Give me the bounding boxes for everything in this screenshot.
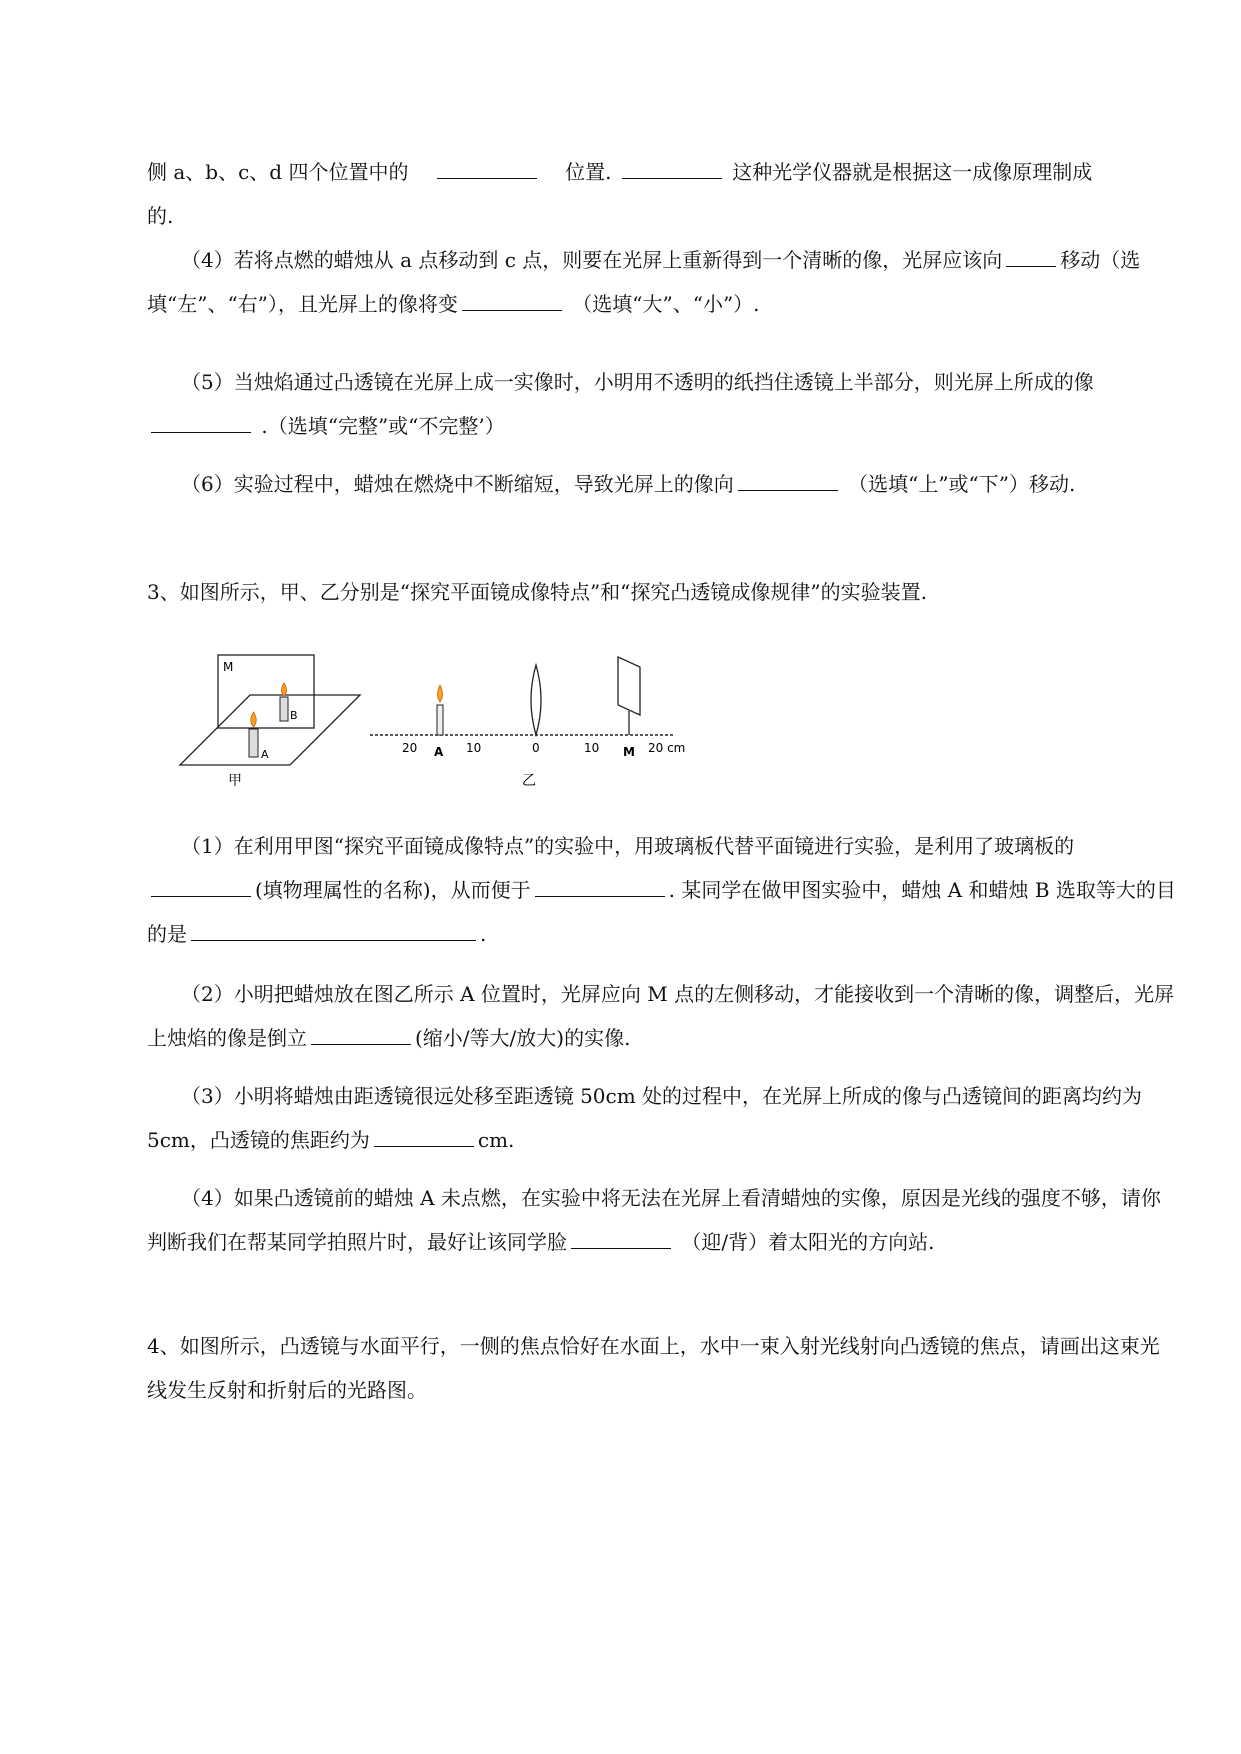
answer-blank[interactable]	[437, 156, 537, 179]
table-plane	[180, 695, 360, 765]
experiment-diagram	[170, 645, 730, 795]
figure-jia	[180, 655, 360, 789]
caption-yi: 乙	[522, 773, 536, 789]
candle-a	[249, 729, 258, 757]
tick-m: M	[623, 745, 635, 759]
text: 的.	[147, 204, 174, 228]
q3-figure	[170, 645, 730, 795]
q2-part6	[147, 462, 1177, 506]
q3-title: 3、如图所示，甲、乙分别是“探究平面镜成像特点”和“探究凸透镜成像规律”的实验装置.	[147, 580, 927, 604]
text: cm.	[477, 1128, 515, 1152]
label-m: M	[223, 660, 234, 674]
text: （5）当烛焰通过凸透镜在光屏上成一实像时，小明用不透明的纸挡住透镜上半部分，则光屏上所成的像	[181, 370, 1094, 394]
text: （4）若将点燃的蜡烛从 a 点移动到 c 点，则要在光屏上重新得到一个清晰的像，光屏应该向	[181, 248, 1003, 272]
q3-part3	[147, 1074, 1177, 1162]
q4-text: 4、如图所示，凸透镜与水面平行，一侧的焦点恰好在水面上，水中一束入射光线射向凸透镜的焦点，请画出这束光线发生反射和折射后的光路图。	[147, 1334, 1160, 1402]
q2-part3-continuation	[147, 150, 1177, 238]
text: .	[480, 922, 487, 946]
text: 这种光学仪器就是根据这一成像原理制成	[732, 160, 1093, 184]
q3-part1	[147, 824, 1177, 956]
text: （3）小明将蜡烛由距透镜很远处移至距透镜 50cm 处的过程中，在光屏上所成的像与凸透镜间的距离均约为 5cm，凸透镜的焦距约为	[147, 1084, 1143, 1152]
text: （选填“大”、“小”）.	[572, 292, 760, 316]
answer-blank[interactable]	[374, 1124, 474, 1147]
text: .（选填“完整”或“不完整’）	[261, 414, 505, 438]
caption-jia: 甲	[228, 773, 242, 789]
label-a: A	[261, 748, 269, 761]
q3-part4	[147, 1176, 1177, 1264]
answer-blank[interactable]	[1006, 244, 1056, 267]
flame-a-icon	[251, 712, 257, 727]
answer-blank[interactable]	[191, 918, 476, 941]
candle	[437, 705, 443, 735]
answer-blank[interactable]	[311, 1022, 411, 1045]
flame-b-icon	[282, 683, 287, 696]
text: （4）如果凸透镜前的蜡烛 A 未点燃，在实验中将无法在光屏上看清蜡烛的实像，原因是光线的强度不够，请你判断我们在帮某同学拍照片时，最好让该同学脸	[147, 1186, 1161, 1254]
answer-blank[interactable]	[151, 874, 251, 897]
tick-a: A	[434, 745, 444, 759]
text: . 某同学在做甲图实验中，蜡烛 A 和蜡烛 B 选取等大的目的是	[147, 878, 1176, 946]
text: （2）小明把蜡烛放在图乙所示 A 位置时，光屏应向 M 点的左侧移动，才能接收到一个清晰的像，调整后，光屏上烛焰的像是倒立	[147, 982, 1175, 1050]
answer-blank[interactable]	[151, 410, 251, 433]
convex-lens	[531, 665, 541, 735]
answer-blank[interactable]	[571, 1226, 671, 1249]
tick-10-left: 10	[466, 741, 482, 755]
label-b: B	[290, 709, 298, 722]
text: (缩小/等大/放大)的实像.	[415, 1026, 631, 1050]
text: 位置.	[565, 160, 612, 184]
tick-10-right: 10	[584, 741, 600, 755]
text: (填物理属性的名称)，从而便于	[255, 878, 531, 902]
q3-part2	[147, 972, 1177, 1060]
flame-icon	[438, 685, 443, 702]
answer-blank[interactable]	[535, 874, 665, 897]
figure-yi	[370, 657, 685, 789]
text: （选填“上”或“下”）移动.	[848, 472, 1076, 496]
answer-blank[interactable]	[462, 288, 562, 311]
text: 移动（选填“左”、“右”），且光屏上的像将变	[147, 248, 1141, 316]
candle-b	[280, 697, 288, 721]
tick-20-left: 20	[402, 741, 418, 755]
answer-blank[interactable]	[738, 468, 838, 491]
text: 侧 a、b、c、d 四个位置中的	[147, 160, 409, 184]
text: （迎/背）着太阳光的方向站.	[681, 1230, 935, 1254]
light-screen	[618, 657, 640, 715]
tick-20-right: 20 cm	[648, 741, 686, 755]
text: （6）实验过程中，蜡烛在燃烧中不断缩短，导致光屏上的像向	[181, 472, 734, 496]
q2-part4	[147, 238, 1177, 326]
tick-0: 0	[532, 741, 540, 755]
q2-part5	[147, 360, 1177, 448]
text: （1）在利用甲图“探究平面镜成像特点”的实验中，用玻璃板代替平面镜进行实验，是利用了玻璃板的	[181, 834, 1075, 858]
answer-blank[interactable]	[622, 156, 722, 179]
